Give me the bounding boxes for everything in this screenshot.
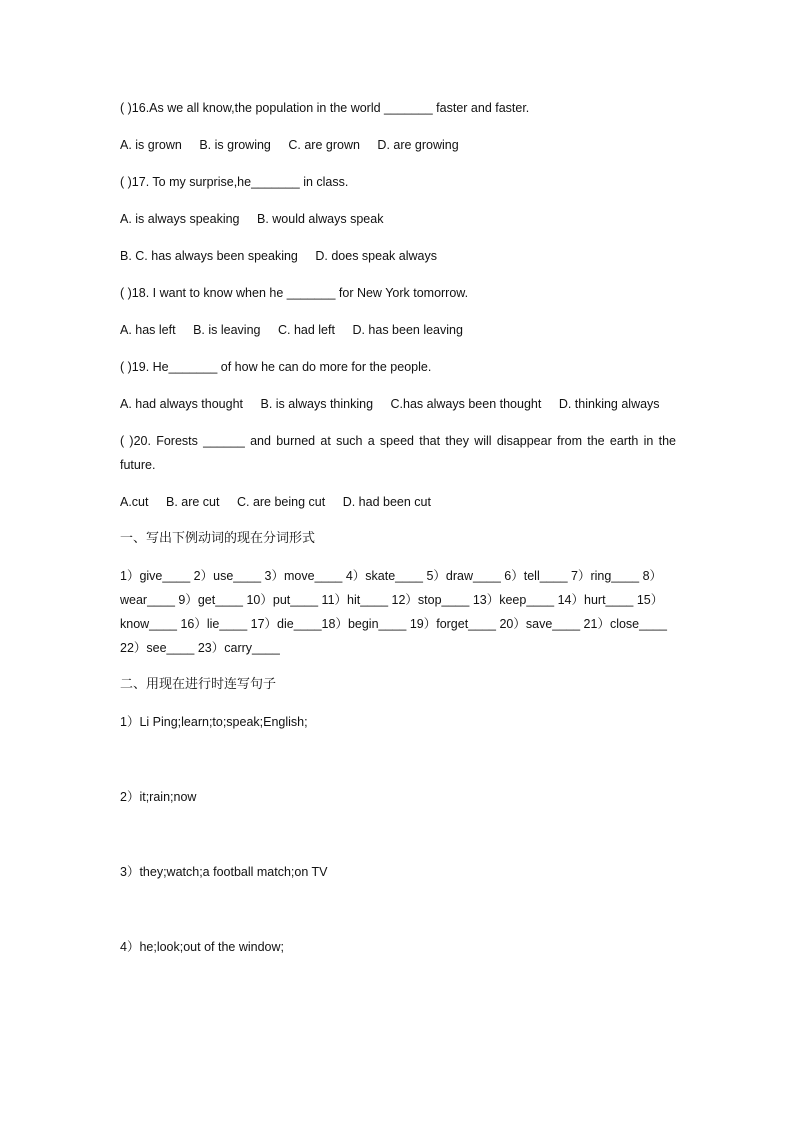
option-a: A. has left (120, 323, 176, 337)
verb-list-line: 1）give____ 2）use____ 3）move____ 4）skate____ 5）draw____ 6）tell____ 7）ring____ 8） (120, 569, 663, 583)
verb-list-line: 22）see____ 23）carry____ (120, 641, 280, 655)
sentence-item-3: 3）they;watch;a football match;on TV (120, 865, 328, 879)
answer-space (120, 734, 676, 785)
option-d: D. thinking always (558, 397, 660, 411)
option-a: A. is grown (120, 138, 182, 152)
option-c: C. are being cut (236, 495, 326, 509)
option-d: D. are growing (377, 138, 459, 152)
option-b: B. would always speak (257, 212, 384, 226)
option-d: D. had been cut (342, 495, 431, 509)
question-20-stem: ( )20. Forests ______ and burned at such a speed that they will disappear from the earth in the future. (120, 434, 676, 472)
option-b: B. is always thinking (260, 397, 374, 411)
option-b: B. is growing (199, 138, 271, 152)
question-16-options (120, 133, 676, 157)
question-20-options (120, 490, 676, 514)
option-c: C. had left (277, 323, 335, 337)
section-1-verb-list (120, 564, 676, 660)
worksheet (120, 96, 676, 959)
option-a: A. had always thought (120, 397, 243, 411)
sentence-item-4: 4）he;look;out of the window; (120, 940, 284, 954)
answer-space (120, 809, 676, 860)
option-a: A. is always speaking (120, 212, 240, 226)
option-c: C. are grown (288, 138, 360, 152)
verb-list-line: wear____ 9）get____ 10）put____ 11）hit____ 12）stop____ 13）keep____ 14）hurt____ 15） (120, 593, 664, 607)
option-c: C.has always been thought (390, 397, 542, 411)
answer-space (120, 884, 676, 935)
option-b: B. are cut (165, 495, 220, 509)
question-17-options-line1 (120, 207, 676, 231)
option-a: A.cut (120, 495, 149, 509)
question-18-stem: ( )18. I want to know when he _______ for New York tomorrow. (120, 286, 469, 300)
sentence-item-1: 1）Li Ping;learn;to;speak;English; (120, 715, 308, 729)
option-d: D. has been leaving (352, 323, 463, 337)
question-19-stem: ( )19. He_______ of how he can do more for the people. (120, 360, 432, 374)
option-c: B. C. has always been speaking (120, 249, 298, 263)
option-d: D. does speak always (315, 249, 437, 263)
question-18-options (120, 318, 676, 342)
section-1-heading: 一、写出下例动词的现在分词形式 (120, 531, 316, 546)
question-19-options (120, 392, 676, 416)
section-2-heading: 二、用现在进行时连写句子 (120, 677, 277, 692)
verb-list-line: know____ 16）lie____ 17）die____18）begin____ 19）forget____ 20）save____ 21）close____ (120, 617, 667, 631)
question-17-options-line2 (120, 244, 676, 268)
option-b: B. is leaving (193, 323, 261, 337)
question-16-stem: ( )16.As we all know,the population in the world _______ faster and faster. (120, 101, 530, 115)
sentence-item-2: 2）it;rain;now (120, 790, 197, 804)
question-17-stem: ( )17. To my surprise,he_______ in class. (120, 175, 349, 189)
